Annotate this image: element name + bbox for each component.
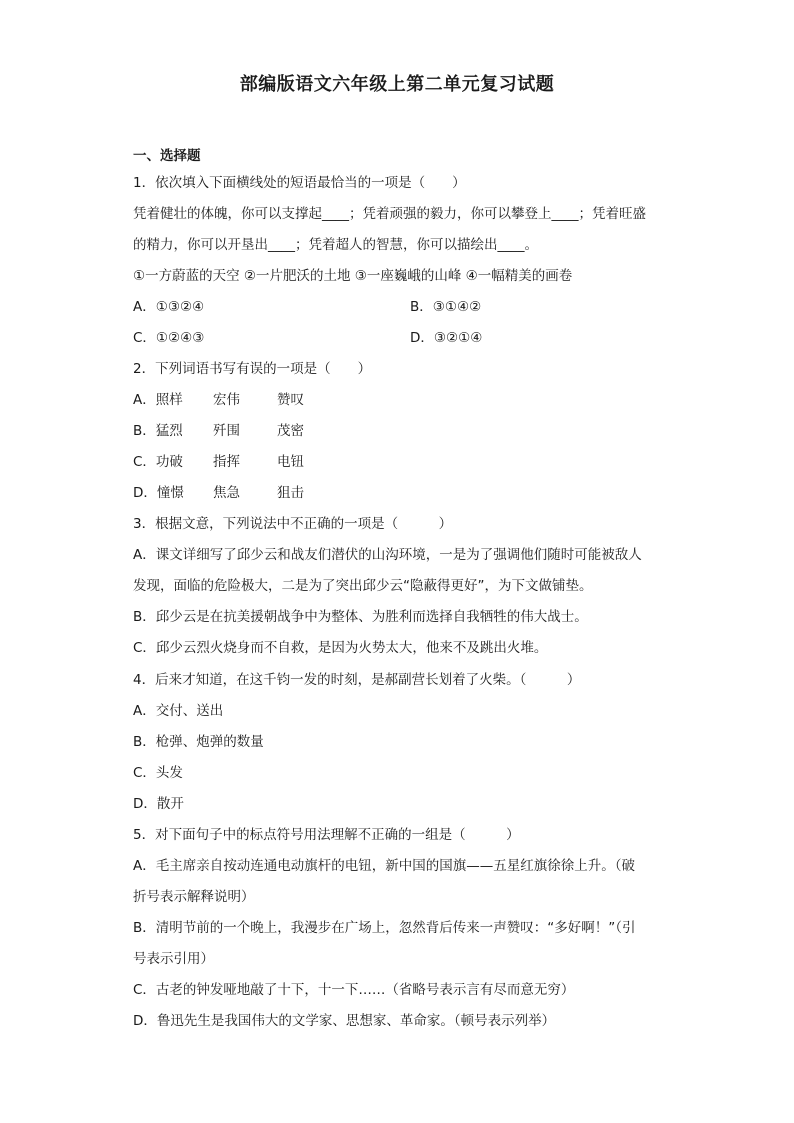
question-1-text-line-1: 凭着健壮的体魄，你可以支撑起____；凭着顽强的毅力，你可以攀登上____；凭着旺盛 bbox=[133, 206, 646, 222]
question-4-option-c: C．头发 bbox=[133, 765, 183, 781]
question-1-option-d: D．③②①④ bbox=[410, 330, 483, 346]
question-1-choices-list: ①一方蔚蓝的天空 ②一片肥沃的土地 ③一座巍峨的山峰 ④一幅精美的画卷 bbox=[133, 268, 573, 284]
page-title: 部编版语文六年级上第二单元复习试题 bbox=[239, 74, 555, 95]
option-label: D．憧憬 bbox=[133, 485, 184, 501]
option-word: 赞叹 bbox=[277, 392, 304, 408]
option-label: C．功破 bbox=[133, 454, 183, 470]
question-1-option-a: A．①③②④ bbox=[133, 299, 205, 315]
question-4-stem: 4．后来才知道，在这千钧一发的时刻，是郝副营长划着了火柴。（ ） bbox=[133, 672, 581, 688]
question-5-option-b-line-2: 号表示引用） bbox=[133, 951, 214, 967]
question-3-option-b: B．邱少云是在抗美援朝战争中为整体、为胜利而选择自我牺牲的伟大战士。 bbox=[133, 609, 588, 625]
question-5-stem: 5．对下面句子中的标点符号用法理解不正确的一组是（ ） bbox=[133, 827, 520, 843]
question-2-option-b bbox=[133, 421, 304, 441]
question-3-stem: 3．根据文意，下列说法中不正确的一项是（ ） bbox=[133, 516, 453, 532]
question-5-option-a-line-2: 折号表示解释说明） bbox=[133, 889, 255, 905]
question-2-option-c bbox=[133, 452, 304, 472]
question-4-option-a: A．交付、送出 bbox=[133, 703, 224, 719]
option-word: 指挥 bbox=[213, 454, 240, 470]
question-3-option-a-line-2: 发现，面临的危险极大，二是为了突出邱少云“隐蔽得更好”，为下文做铺垫。 bbox=[133, 578, 593, 594]
option-word: 歼围 bbox=[213, 423, 240, 439]
question-4-option-d: D．散开 bbox=[133, 796, 184, 812]
question-3-option-a-line-1: A．课文详细写了邱少云和战友们潜伏的山沟环境，一是为了强调他们随时可能被敌人 bbox=[133, 547, 642, 563]
option-word: 焦急 bbox=[213, 485, 240, 501]
question-1-option-b: B．③①④② bbox=[410, 299, 482, 315]
question-3-option-c: C．邱少云烈火烧身而不自救，是因为火势太大，他来不及跳出火堆。 bbox=[133, 640, 548, 656]
section-heading: 一、选择题 bbox=[133, 148, 201, 164]
question-5-option-d: D．鲁迅先生是我国伟大的文学家、思想家、革命家。（顿号表示列举） bbox=[133, 1013, 556, 1029]
question-1-stem: 1．依次填入下面横线处的短语最恰当的一项是（ ） bbox=[133, 175, 466, 191]
question-2-option-a bbox=[133, 390, 304, 410]
option-word: 宏伟 bbox=[213, 392, 240, 408]
option-label: B．猛烈 bbox=[133, 423, 183, 439]
question-2-option-d bbox=[133, 483, 304, 503]
question-2-stem: 2．下列词语书写有误的一项是（ ） bbox=[133, 361, 372, 377]
option-word: 狙击 bbox=[277, 485, 304, 501]
question-4-option-b: B．枪弹、炮弹的数量 bbox=[133, 734, 264, 750]
question-1-option-c: C．①②④③ bbox=[133, 330, 205, 346]
question-5-option-c: C．古老的钟发哑地敲了十下，十一下……（省略号表示言有尽而意无穷） bbox=[133, 982, 575, 998]
question-5-option-a-line-1: A．毛主席亲自按动连通电动旗杆的电钮，新中国的国旗——五星红旗徐徐上升。（破 bbox=[133, 858, 635, 874]
question-1-text-line-2: 的精力，你可以开垦出____；凭着超人的智慧，你可以描绘出____。 bbox=[133, 237, 538, 253]
option-word: 茂密 bbox=[277, 423, 304, 439]
option-label: A．照样 bbox=[133, 392, 183, 408]
option-word: 电钮 bbox=[277, 454, 304, 470]
question-5-option-b-line-1: B．清明节前的一个晚上，我漫步在广场上，忽然背后传来一声赞叹：“多好啊！”（引 bbox=[133, 920, 636, 936]
